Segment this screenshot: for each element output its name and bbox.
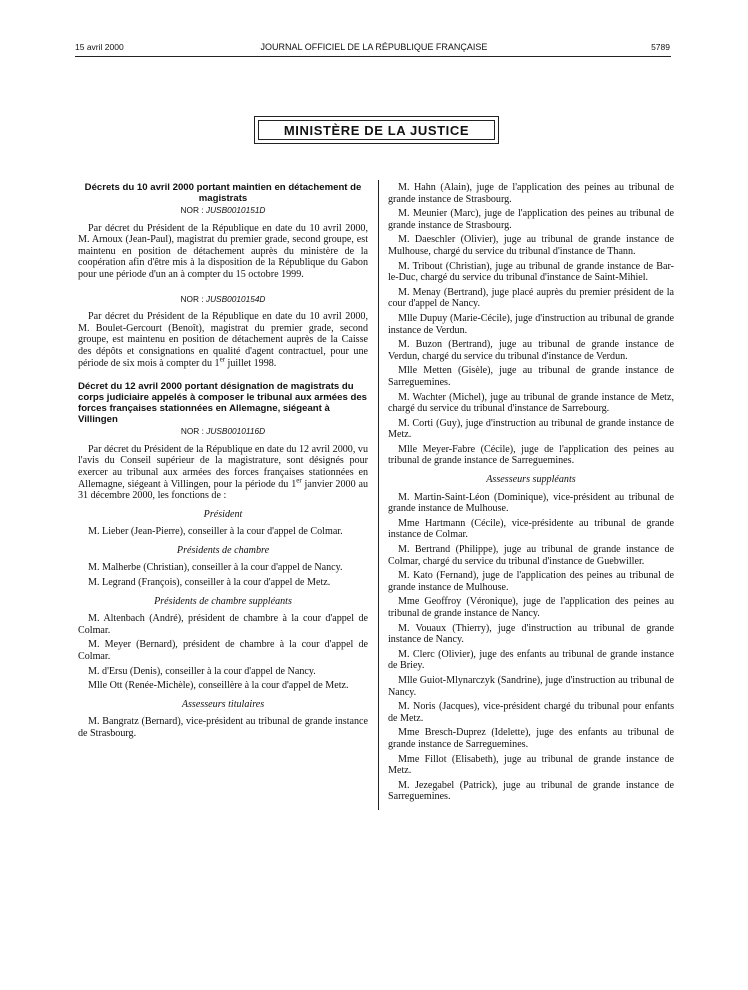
appointment-entry: Mlle Dupuy (Marie-Cécile), juge d'instruction au tribunal de grande instance de Verdun. [388, 312, 674, 336]
appointment-entry: M. Menay (Bertrand), juge placé auprès du premier président de la cour d'appel de Nancy. [388, 286, 674, 310]
assesseurs-suppleants-list [388, 492, 674, 803]
journal-title: JOURNAL OFFICIEL DE LA RÉPUBLIQUE FRANÇAISE [260, 42, 488, 52]
section-heading-assesseurs-titulaires: Assesseurs titulaires [181, 698, 265, 710]
decree-1-paragraph-1: Par décret du Président de la République en date du 10 avril 2000, M. Arnoux (Jean-Paul), magistrat du premier grade, second groupe, est maintenu en position de détachement auprès du ministère de la coopération afin d'être mis à la disposition de la République du Gabon pour une période d'un an à compter du 15 octobre 1999. [78, 222, 368, 280]
right-column [388, 182, 674, 806]
section-heading-assesseurs-suppleants: Assesseurs suppléants [486, 474, 576, 486]
appointment-entry: M. Clerc (Olivier), juge des enfants au tribunal de grande instance de Briey. [388, 648, 674, 672]
section-heading-presidents-chambre: Présidents de chambre [176, 544, 270, 556]
appointment-entry: Mme Hartmann (Cécile), vice-présidente au tribunal de grande instance de Colmar. [388, 517, 674, 541]
appointment-entry: Mme Geoffroy (Véronique), juge de l'application des peines au tribunal de grande instance de Nancy. [388, 596, 674, 619]
assesseurs-titulaires-list [78, 716, 368, 739]
appointment-entry: M. Altenbach (André), président de chambre à la cour d'appel de Colmar. [78, 613, 368, 636]
appointment-entry: M. Martin-Saint-Léon (Dominique), vice-président au tribunal de grande instance de Mulhouse. [388, 491, 674, 515]
section-heading-president: Président [203, 508, 243, 520]
appointment-entry: M. Noris (Jacques), vice-président chargé du tribunal pour enfants de Metz. [388, 701, 674, 724]
appointment-entry: Mme Bresch-Duprez (Idelette), juge des enfants au tribunal de grande instance de Sarreguemines. [388, 727, 674, 750]
ministry-heading: MINISTÈRE DE LA JUSTICE [258, 120, 495, 140]
appointment-entry: Mlle Meyer-Fabre (Cécile), juge de l'application des peines au tribunal de grande instance de Sarreguemines. [388, 443, 674, 467]
appointment-entry: M. Corti (Guy), juge d'instruction au tribunal de grande instance de Metz. [388, 417, 674, 441]
decree-1-title: Décrets du 10 avril 2000 portant maintien en détachement de magistrats [84, 182, 362, 204]
appointment-entry: M. Daeschler (Olivier), juge au tribunal de grande instance de Mulhouse, chargé du service du tribunal d'instance de Thann. [388, 234, 674, 257]
decree-1-nor-2: NOR : JUSB0010154D [180, 293, 266, 304]
appointment-entry: M. Meunier (Marc), juge de l'application des peines au tribunal de grande instance de Strasbourg. [388, 208, 674, 231]
appointment-entry: M. Bertrand (Philippe), juge au tribunal de grande instance de Colmar, chargé du service du tribunal d'instance de Guebwiller. [388, 544, 674, 567]
appointment-entry: Mlle Metten (Gisèle), juge au tribunal de grande instance de Sarreguemines. [388, 365, 674, 388]
president-list [78, 526, 368, 538]
header-rule [75, 56, 671, 57]
presidents-chambre-suppleants-list [78, 613, 368, 692]
appointment-entry: M. Jezegabel (Patrick), juge au tribunal de grande instance de Sarreguemines. [388, 779, 674, 803]
appointment-entry: M. Buzon (Bertrand), juge au tribunal de grande instance de Verdun, chargé du service du tribunal d'instance de Verdun. [388, 339, 674, 362]
appointment-entry: Mme Fillot (Elisabeth), juge au tribunal de grande instance de Metz. [388, 753, 674, 777]
column-divider [378, 180, 379, 810]
appointment-entry: M. Malherbe (Christian), conseiller à la cour d'appel de Nancy. [88, 562, 343, 574]
appointment-entry: M. Lieber (Jean-Pierre), conseiller à la cour d'appel de Colmar. [88, 526, 343, 538]
appointment-entry: M. Wachter (Michel), juge au tribunal de grande instance de Metz, chargé du service du tribunal d'instance de Sarrebourg. [388, 391, 674, 415]
decree-1-paragraph-2: Par décret du Président de la République en date du 10 avril 2000, M. Boulet-Gercourt (Benoît), magistrat du premier grade, second groupe, est maintenu en position de détachement auprès de la Caisse des dépôts et consignations en qualité d'agent contractuel, pour une période de six mois à compter du 1er juillet 1998. [78, 311, 368, 369]
appointment-entry: Mlle Guiot-Mlynarczyk (Sandrine), juge d'instruction au tribunal de Nancy. [388, 674, 674, 698]
appointment-entry: M. Tribout (Christian), juge au tribunal de grande instance de Bar-le-Duc, chargé du service du tribunal d'instance de Saint-Mihiel. [388, 260, 674, 284]
presidents-chambre-list [78, 562, 368, 588]
ministry-heading-box [254, 116, 499, 144]
decree-1-nor-1: NOR : JUSB0010151D [180, 205, 266, 215]
assesseurs-titulaires-continued-list [388, 182, 674, 467]
appointment-entry: M. Bangratz (Bernard), vice-président au tribunal de grande instance de Strasbourg. [78, 716, 368, 739]
decree-2-nor: NOR : JUSB0010116D [180, 426, 266, 437]
appointment-entry: M. Kato (Fernand), juge de l'application des peines au tribunal de grande instance de Mulhouse. [388, 570, 674, 593]
page-number: 5789 [651, 42, 670, 52]
appointment-entry: M. Hahn (Alain), juge de l'application des peines au tribunal de grande instance de Strasbourg. [388, 182, 674, 205]
section-heading-presidents-chambre-suppleants: Présidents de chambre suppléants [154, 595, 292, 607]
appointment-entry: M. Meyer (Bernard), président de chambre à la cour d'appel de Colmar. [78, 639, 368, 663]
decree-2-paragraph-1: Par décret du Président de la République en date du 12 avril 2000, vu l'avis du Conseil supérieur de la magistrature, sont désignés pour exercer au tribunal aux armées des forces françaises stationnées en Allemagne, siégeant à Villingen, pour la période du 1er janvier 2000 au 31 décembre 2000, les fonctions de : [78, 443, 369, 502]
decree-2-title: Décret du 12 avril 2000 portant désignation de magistrats du corps judiciaire appelés à composer le tribunal aux armées des forces françaises stationnées en Allemagne, siégeant à Villingen [78, 381, 367, 426]
appointment-entry: M. Vouaux (Thierry), juge d'instruction au tribunal de grande instance de Nancy. [388, 622, 674, 646]
left-column [78, 182, 368, 743]
appointment-entry: M. d'Ersu (Denis), conseiller à la cour d'appel de Nancy. [88, 665, 316, 677]
appointment-entry: Mlle Ott (Renée-Michèle), conseillère à la cour d'appel de Metz. [88, 680, 349, 692]
appointment-entry: M. Legrand (François), conseiller à la cour d'appel de Metz. [88, 577, 331, 589]
header-date: 15 avril 2000 [75, 42, 124, 52]
